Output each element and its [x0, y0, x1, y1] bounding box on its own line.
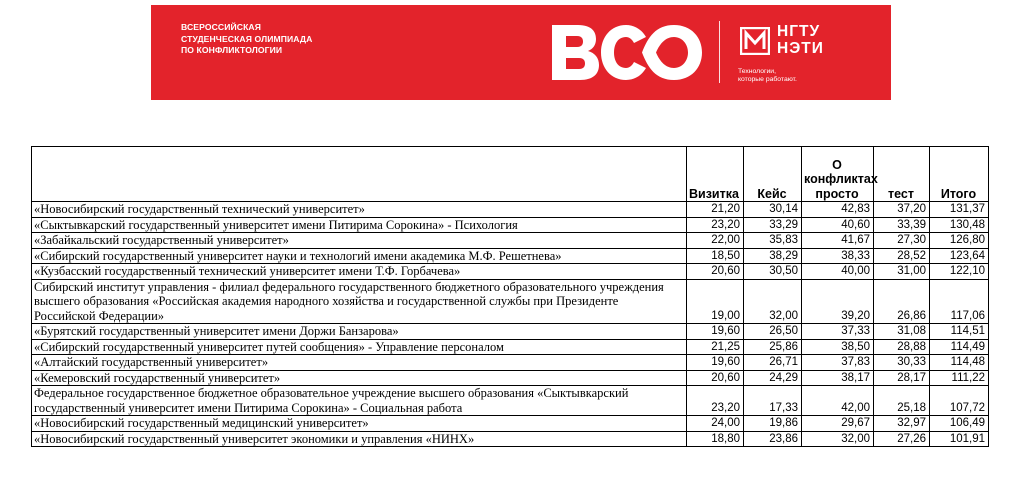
cell-keis: 33,29 — [744, 217, 802, 233]
cell-name: «Кузбасский государственный технический университет имени Т.Ф. Горбачева» — [32, 264, 687, 280]
table-row — [32, 416, 989, 432]
cell-vizitka: 23,20 — [687, 386, 744, 416]
cell-name: «Сыктывкарский государственный университет имени Питирима Сорокина» - Психология — [32, 217, 687, 233]
table-row — [32, 248, 989, 264]
cell-test: 33,39 — [874, 217, 930, 233]
cell-vizitka: 20,60 — [687, 370, 744, 386]
nstu-tagline — [738, 68, 797, 84]
cell-total: 131,37 — [930, 202, 989, 218]
table-row — [32, 202, 989, 218]
table-row — [32, 324, 989, 340]
cell-konflikty: 41,67 — [802, 233, 874, 249]
table-row — [32, 370, 989, 386]
cell-konflikty: 37,83 — [802, 355, 874, 371]
nstu-name — [777, 23, 824, 57]
olympiad-banner — [151, 5, 891, 100]
cell-konflikty: 42,00 — [802, 386, 874, 416]
nstu-name-line: НГТУ — [777, 23, 821, 40]
cell-test: 27,26 — [874, 431, 930, 447]
cell-konflikty: 39,20 — [802, 279, 874, 324]
cell-vizitka: 19,00 — [687, 279, 744, 324]
cell-keis: 19,86 — [744, 416, 802, 432]
cell-vizitka: 18,50 — [687, 248, 744, 264]
cell-test: 28,17 — [874, 370, 930, 386]
table-header-row — [32, 147, 989, 202]
cell-name: «Алтайский государственный университет» — [32, 355, 687, 371]
cell-vizitka: 21,20 — [687, 202, 744, 218]
table-row — [32, 339, 989, 355]
cell-total: 111,22 — [930, 370, 989, 386]
table-row — [32, 279, 989, 324]
cell-konflikty: 40,60 — [802, 217, 874, 233]
cell-total: 130,48 — [930, 217, 989, 233]
cell-konflikty: 42,83 — [802, 202, 874, 218]
cell-test: 28,88 — [874, 339, 930, 355]
cell-vizitka: 19,60 — [687, 324, 744, 340]
cell-konflikty: 40,00 — [802, 264, 874, 280]
cell-name: «Забайкальский государственный университет» — [32, 233, 687, 249]
cell-konflikty: 38,33 — [802, 248, 874, 264]
vso-logo — [548, 19, 713, 85]
cell-total: 117,06 — [930, 279, 989, 324]
cell-total: 123,64 — [930, 248, 989, 264]
cell-test: 27,30 — [874, 233, 930, 249]
header-test: тест — [874, 147, 930, 202]
cell-test: 30,33 — [874, 355, 930, 371]
cell-vizitka: 19,60 — [687, 355, 744, 371]
cell-total: 114,48 — [930, 355, 989, 371]
cell-keis: 24,29 — [744, 370, 802, 386]
cell-total: 114,49 — [930, 339, 989, 355]
cell-name: «Сибирский государственный университет путей сообщения» - Управление персоналом — [32, 339, 687, 355]
olympiad-title-line: ПО КОНФЛИКТОЛОГИИ — [181, 45, 283, 55]
cell-total: 107,72 — [930, 386, 989, 416]
cell-keis: 30,14 — [744, 202, 802, 218]
cell-konflikty: 38,17 — [802, 370, 874, 386]
cell-keis: 17,33 — [744, 386, 802, 416]
cell-vizitka: 23,20 — [687, 217, 744, 233]
table-row — [32, 233, 989, 249]
cell-keis: 25,86 — [744, 339, 802, 355]
results-table — [31, 146, 989, 447]
cell-name: «Новосибирский государственный технический университет» — [32, 202, 687, 218]
cell-name: «Сибирский государственный университет науки и технологий имени академика М.Ф. Решетнева» — [32, 248, 687, 264]
table-row — [32, 386, 989, 416]
cell-name: Федеральное государственное бюджетное образовательное учреждение высшего образования «Сыктывкарский государственный университет имени Питирима Сорокина» - Социальная работа — [32, 386, 687, 416]
nstu-tagline-line: Технологии, — [738, 68, 776, 75]
cell-keis: 26,50 — [744, 324, 802, 340]
header-vizitka: Визитка — [687, 147, 744, 202]
banner-divider — [719, 21, 720, 83]
table-row — [32, 217, 989, 233]
nstu-tagline-line: которые работают. — [738, 76, 797, 83]
cell-vizitka: 24,00 — [687, 416, 744, 432]
cell-konflikty: 29,67 — [802, 416, 874, 432]
nstu-emblem-icon — [740, 27, 770, 55]
cell-test: 25,18 — [874, 386, 930, 416]
cell-name: «Новосибирский государственный медицинский университет» — [32, 416, 687, 432]
cell-keis: 30,50 — [744, 264, 802, 280]
cell-test: 28,52 — [874, 248, 930, 264]
cell-total: 101,91 — [930, 431, 989, 447]
cell-test: 32,97 — [874, 416, 930, 432]
cell-name: «Новосибирский государственный университет экономики и управления «НИНХ» — [32, 431, 687, 447]
table-row — [32, 431, 989, 447]
cell-vizitka: 20,60 — [687, 264, 744, 280]
cell-konflikty: 38,50 — [802, 339, 874, 355]
cell-total: 114,51 — [930, 324, 989, 340]
cell-vizitka: 22,00 — [687, 233, 744, 249]
olympiad-title-line: ВСЕРОССИЙСКАЯ — [181, 22, 262, 32]
table-row — [32, 355, 989, 371]
table-row — [32, 264, 989, 280]
cell-name: «Кемеровский государственный университет» — [32, 370, 687, 386]
header-total: Итого — [930, 147, 989, 202]
cell-total: 122,10 — [930, 264, 989, 280]
cell-name: «Бурятский государственный университет имени Доржи Банзарова» — [32, 324, 687, 340]
cell-vizitka: 18,80 — [687, 431, 744, 447]
cell-test: 31,00 — [874, 264, 930, 280]
cell-total: 126,80 — [930, 233, 989, 249]
header-konflikty: О конфликтах просто — [802, 147, 874, 202]
nstu-name-line: НЭТИ — [777, 40, 824, 57]
olympiad-title-line: СТУДЕНЧЕСКАЯ ОЛИМПИАДА — [181, 33, 313, 44]
cell-konflikty: 37,33 — [802, 324, 874, 340]
table-body — [32, 202, 989, 447]
cell-vizitka: 21,25 — [687, 339, 744, 355]
cell-keis: 23,86 — [744, 431, 802, 447]
cell-name: Сибирский институт управления - филиал федерального государственного бюджетного образовательного учреждения высшего образования «Российская академия народного хозяйства и государственной службы при Президенте Российской Федерации» — [32, 279, 687, 324]
cell-keis: 26,71 — [744, 355, 802, 371]
cell-keis: 38,29 — [744, 248, 802, 264]
header-name — [32, 147, 687, 202]
cell-konflikty: 32,00 — [802, 431, 874, 447]
cell-test: 37,20 — [874, 202, 930, 218]
olympiad-title — [181, 22, 312, 57]
cell-test: 26,86 — [874, 279, 930, 324]
cell-total: 106,49 — [930, 416, 989, 432]
header-keis: Кейс — [744, 147, 802, 202]
cell-keis: 32,00 — [744, 279, 802, 324]
cell-test: 31,08 — [874, 324, 930, 340]
cell-keis: 35,83 — [744, 233, 802, 249]
